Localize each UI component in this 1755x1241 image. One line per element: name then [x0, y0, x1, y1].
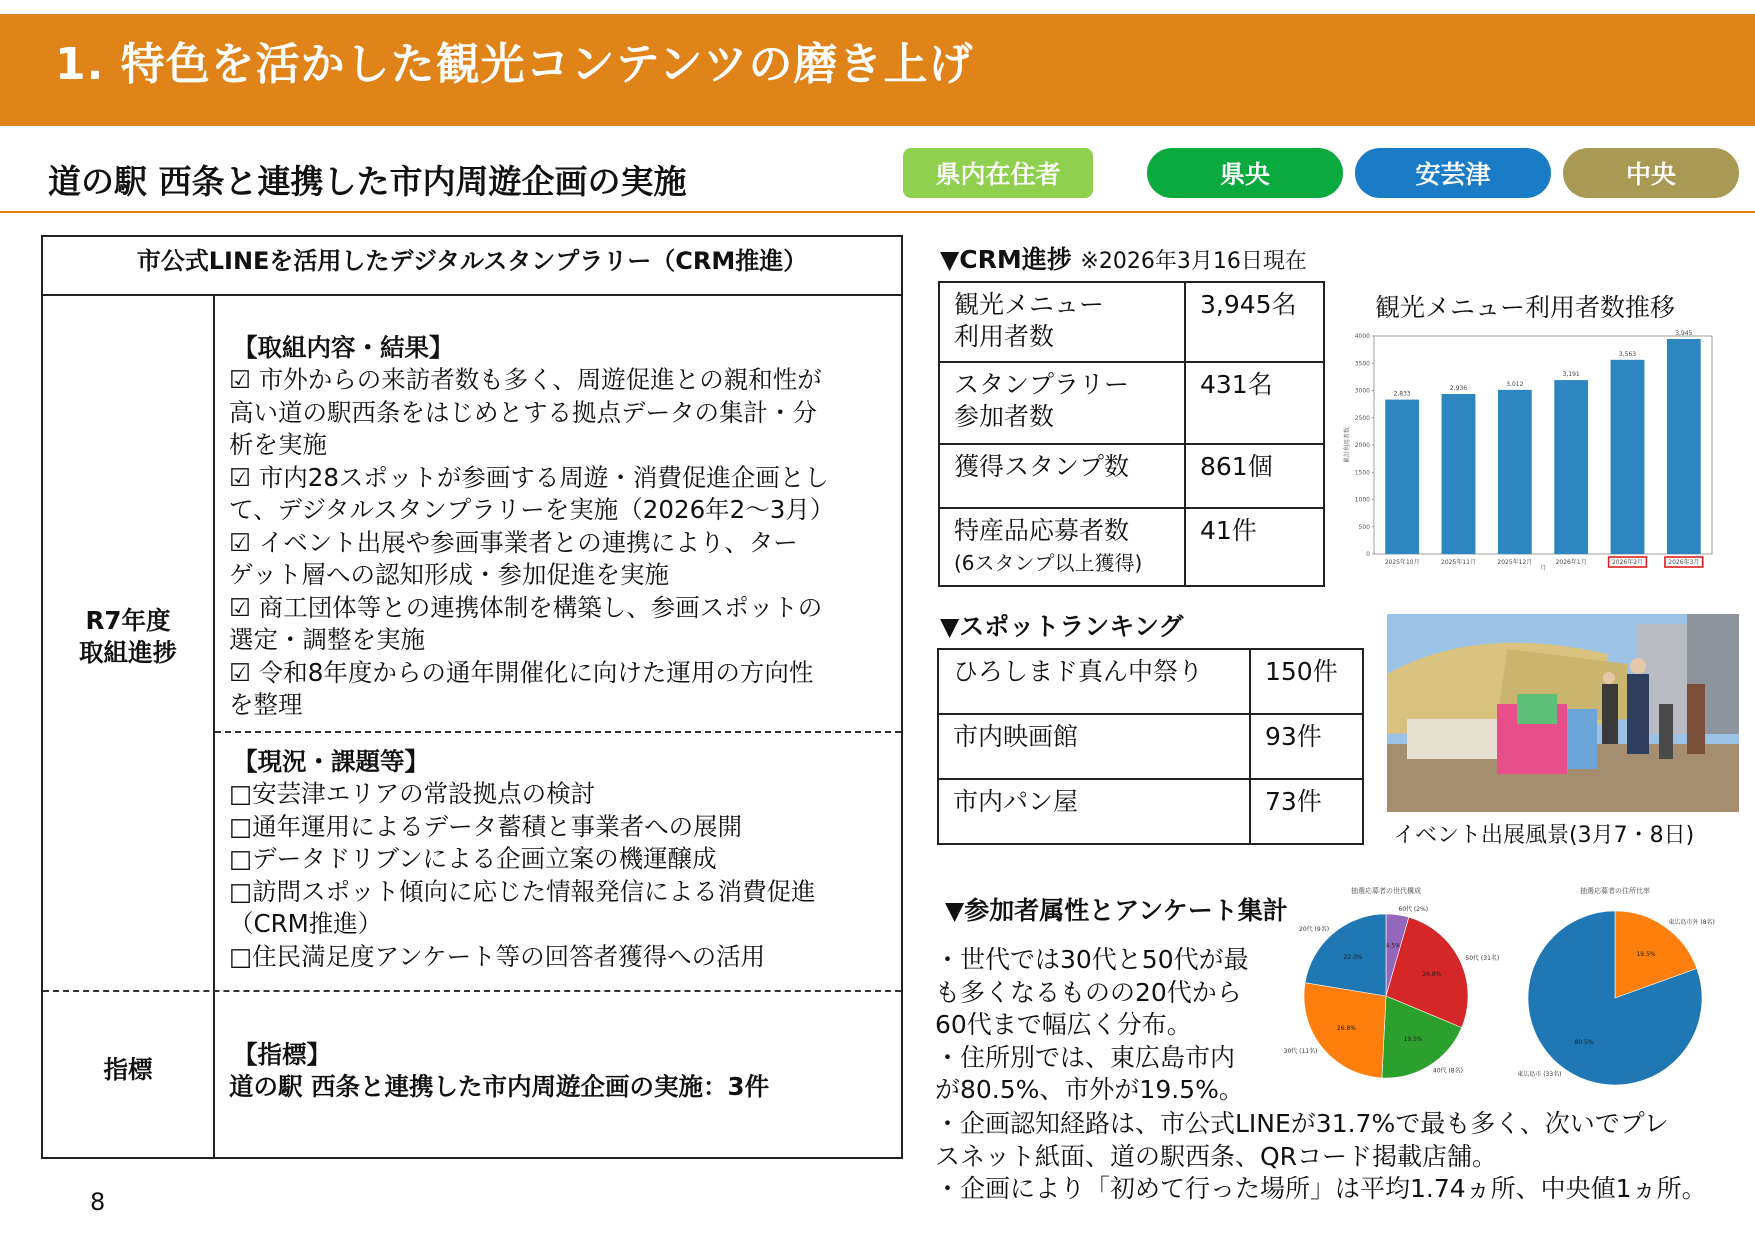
table-row — [938, 779, 1363, 844]
pie-chart-address — [1502, 884, 1728, 1092]
crm-label-cell — [939, 508, 1185, 586]
crm-value: 3,945名 — [1185, 282, 1324, 362]
slice-label: 40代 (8名) — [1432, 1067, 1463, 1075]
list-item: □訪問スポット傾向に応じた情報発信による消費促進 — [229, 876, 816, 906]
x-tick-label: 2025年11月 — [1441, 559, 1476, 566]
y-tick-label: 1000 — [1354, 496, 1370, 504]
crm-label-cell — [939, 282, 1185, 362]
crm-label: 利用者数 — [954, 322, 1055, 351]
tag-akitsu: 安芸津 — [1355, 148, 1551, 198]
list-item: □データドリブンによる企画立案の機運醸成 — [229, 844, 717, 873]
dashed-divider — [215, 731, 901, 733]
list-item: □安芸津エリアの常設拠点の検討 — [229, 779, 596, 808]
table-column-divider — [213, 294, 215, 1157]
results-heading: 【取組内容・結果】 — [233, 333, 454, 362]
slice-label: 20代 (9名) — [1299, 925, 1330, 933]
list-item: □通年運用によるデータ蓄積と事業者への展開 — [229, 811, 743, 841]
photo-caption: イベント出展風景(3月7・8日) — [1393, 823, 1695, 848]
progress-label-line1: R7年度 — [85, 606, 171, 635]
survey-line: が80.5%、市外が19.5%。 — [935, 1075, 1244, 1104]
bar-chart — [1340, 322, 1720, 572]
crm-label-cell — [939, 362, 1185, 444]
table-row — [939, 362, 1324, 444]
pie-title: 抽選応募者の住所比率 — [1580, 887, 1650, 895]
x-tick-label: 2025年10月 — [1384, 559, 1420, 566]
data-label: 3,191 — [1562, 371, 1580, 379]
list-item: 選定・調整を実施 — [229, 625, 425, 654]
x-axis-label: 月 — [1539, 565, 1547, 572]
event-photo — [1387, 614, 1739, 812]
survey-section-title: ▼参加者属性とアンケート集計 — [945, 896, 1288, 925]
ranking-value: 150件 — [1250, 649, 1363, 714]
list-item: （CRM推進） — [229, 909, 383, 938]
crm-label: 観光メニュー — [954, 290, 1105, 319]
list-item: 高い道の駅西条をはじめとする拠点データの集計・分 — [229, 397, 817, 427]
table-row — [939, 444, 1324, 508]
bar — [1385, 400, 1419, 554]
ranking-value: 93件 — [1250, 714, 1363, 779]
table-divider — [43, 294, 901, 296]
slice-percent-label: 4.5% — [1385, 942, 1401, 950]
progress-table — [41, 235, 903, 1159]
y-tick-label: 500 — [1358, 523, 1370, 531]
crm-table — [938, 281, 1325, 587]
slice-label: 東広島市 (33名) — [1517, 1071, 1562, 1079]
pie-title: 抽選応募者の世代構成 — [1351, 887, 1421, 895]
y-tick-label: 3000 — [1354, 387, 1370, 395]
bar — [1498, 390, 1532, 554]
slice-percent-label: 26.8% — [1422, 971, 1442, 979]
table-row — [939, 508, 1324, 586]
crm-value: 431名 — [1185, 362, 1324, 444]
ranking-name: 市内パン屋 — [938, 779, 1250, 844]
ranking-table — [937, 648, 1364, 845]
indicator-heading: 【指標】 — [233, 1040, 331, 1069]
list-item: ☑ 商工団体等との連携体制を構築し、参画スポットの — [229, 592, 823, 622]
x-tick-label: 2026年3月 — [1668, 559, 1700, 566]
y-tick-label: 1500 — [1354, 469, 1370, 477]
crm-note: ※2026年3月16日現在 — [1080, 249, 1307, 274]
pie-chart-age — [1283, 884, 1500, 1092]
list-item: 析を実施 — [229, 430, 327, 459]
tag-resident: 県内在住者 — [903, 148, 1093, 198]
survey-line: も多くなるものの20代から — [935, 977, 1242, 1007]
ranking-value: 73件 — [1250, 779, 1363, 844]
table-row — [938, 649, 1363, 714]
slice-label: 東広島市外 (8名) — [1668, 918, 1715, 926]
slice-label: 50代 (31名) — [1465, 955, 1500, 963]
slice-percent-label: 80.5% — [1574, 1039, 1594, 1047]
table-row — [938, 714, 1363, 779]
x-tick-label: 2025年12月 — [1497, 559, 1533, 566]
slice-label: 60代 (2%) — [1398, 905, 1429, 913]
survey-line: ・住所別では、東広島市内 — [935, 1042, 1236, 1072]
survey-line: ・世代では30代と50代が最 — [935, 945, 1249, 974]
survey-line: ・企画により「初めて行った場所」は平均1.74ヵ所、中央値1ヵ所。 — [935, 1174, 1707, 1203]
page-number: 8 — [90, 1188, 106, 1216]
y-tick-label: 2000 — [1354, 442, 1370, 449]
crm-value: 41件 — [1185, 508, 1324, 586]
ranking-section-title: ▼スポットランキング — [940, 612, 1184, 641]
tag-chuo: 中央 — [1563, 148, 1739, 198]
table-row — [939, 282, 1324, 362]
bar — [1667, 339, 1701, 554]
indicator-text: 道の駅 西条と連携した市内周遊企画の実施：3件 — [229, 1072, 770, 1101]
slice-percent-label: 19.5% — [1636, 950, 1656, 958]
data-label: 3,563 — [1618, 350, 1637, 358]
bar — [1554, 380, 1588, 554]
bar — [1442, 394, 1476, 554]
list-item: ☑ イベント出展や参画事業者との連携により、ター — [229, 527, 798, 557]
progress-label-line2: 取組進捗 — [79, 638, 177, 667]
data-label: 2,936 — [1449, 384, 1468, 392]
slice-percent-label: 19.5% — [1403, 1036, 1423, 1044]
tag-kenou: 県央 — [1147, 148, 1343, 198]
list-item: □住民満足度アンケート等の回答者獲得への活用 — [229, 941, 766, 971]
crm-label: スタンプラリー — [954, 370, 1130, 399]
ranking-name: 市内映画館 — [938, 714, 1250, 779]
survey-line: スネット紙面、道の駅西条、QRコード掲載店舗。 — [935, 1141, 1498, 1171]
bar-chart-title: 観光メニュー利用者数推移 — [1375, 293, 1676, 322]
y-tick-label: 0 — [1366, 551, 1370, 558]
plot-frame — [1374, 336, 1712, 554]
y-tick-label: 4000 — [1354, 333, 1370, 340]
data-label: 3,012 — [1506, 380, 1524, 388]
crm-label-cell — [939, 444, 1185, 508]
issues-heading: 【現況・課題等】 — [233, 747, 429, 776]
crm-value: 861個 — [1185, 444, 1324, 508]
crm-title: ▼CRM進捗 — [940, 245, 1072, 274]
data-label: 2,833 — [1393, 390, 1411, 398]
survey-line: 60代まで幅広く分布。 — [935, 1010, 1192, 1039]
crm-label: 特産品応募者数 — [954, 516, 1130, 545]
y-axis-label: 累計利用者数 — [1344, 426, 1351, 464]
bar — [1611, 360, 1645, 554]
list-item: ☑ 令和8年度からの通年開催化に向けた運用の方向性 — [229, 657, 814, 687]
dashed-divider — [43, 990, 901, 992]
survey-line: ・企画認知経路は、市公式LINEが31.7%で最も多く、次いでプレ — [935, 1109, 1669, 1138]
divider — [0, 211, 1755, 213]
indicator-label: 指標 — [103, 1055, 153, 1084]
list-item: ゲット層への認知形成・参加促進を実施 — [229, 560, 670, 589]
table-title: 市公式LINEを活用したデジタルスタンプラリー（CRM推進） — [136, 247, 808, 275]
slice-percent-label: 26.8% — [1336, 1024, 1356, 1032]
crm-label: 獲得スタンプ数 — [954, 452, 1130, 481]
list-item: ☑ 市内28スポットが参画する周遊・消費促進企画とし — [229, 462, 829, 492]
crm-label: 参加者数 — [954, 402, 1055, 431]
y-tick-label: 2500 — [1354, 414, 1370, 422]
data-label: 3,945 — [1675, 329, 1693, 337]
x-tick-label: 2026年1月 — [1555, 559, 1587, 566]
page-title: 1. 特色を活かした観光コンテンツの磨き上げ — [55, 39, 974, 90]
list-item: を整理 — [229, 690, 303, 719]
list-item: ☑ 市外からの来訪者数も多く、周遊促進との親和性が — [229, 365, 822, 394]
crm-label-note: (6スタンプ以上獲得) — [954, 551, 1143, 575]
crm-section-title — [940, 240, 1307, 276]
x-tick-label: 2026年2月 — [1611, 559, 1644, 566]
slice-percent-label: 22.0% — [1343, 954, 1363, 962]
ranking-name: ひろしまド真ん中祭り — [938, 649, 1250, 714]
y-tick-label: 3500 — [1354, 360, 1370, 368]
section-subtitle: 道の駅 西条と連携した市内周遊企画の実施 — [48, 162, 687, 201]
slice-label: 30代 (11名) — [1283, 1048, 1318, 1056]
list-item: て、デジタルスタンプラリーを実施（2026年2～3月） — [229, 495, 835, 524]
